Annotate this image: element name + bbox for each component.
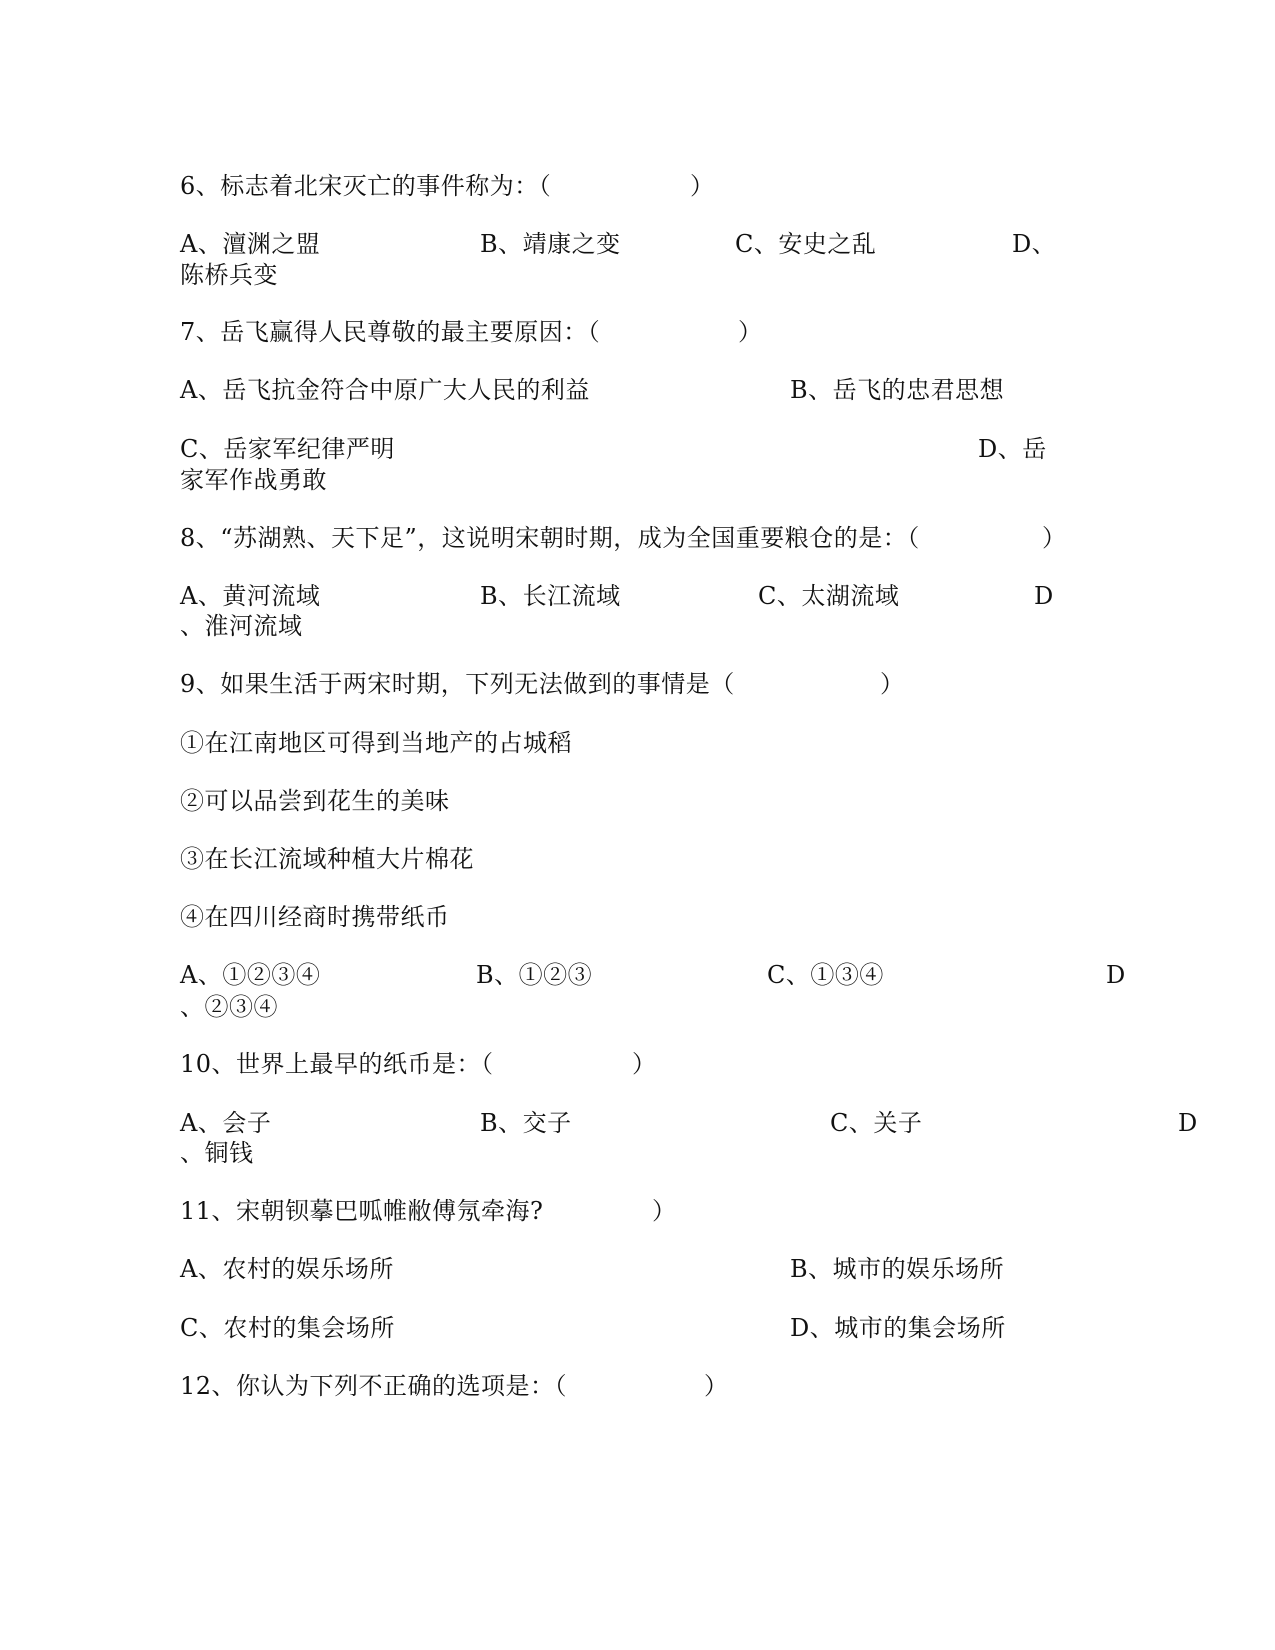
question-11-option-d: D、城市的集会场所 xyxy=(790,1314,1006,1342)
question-9-option-d-wrap: 、②③④ xyxy=(180,993,278,1021)
question-12-close-paren: ） xyxy=(704,1372,729,1400)
question-6-close-paren: ） xyxy=(690,172,715,200)
question-10-option-d-wrap: 、铜钱 xyxy=(180,1139,254,1167)
question-7-option-b: B、岳飞的忠君思想 xyxy=(790,376,1005,404)
question-7-option-c: C、岳家军纪律严明 xyxy=(180,435,395,463)
question-8-option-c: C、太湖流域 xyxy=(758,582,900,610)
question-6-option-c: C、安史之乱 xyxy=(735,230,877,258)
question-7-option-d-wrap: 家军作战勇敢 xyxy=(180,466,327,494)
question-10-option-d: D xyxy=(1178,1109,1198,1137)
question-11-option-a: A、农村的娱乐场所 xyxy=(180,1255,394,1283)
question-9-item-4: ④在四川经商时携带纸币 xyxy=(180,903,450,931)
question-7-option-d: D、岳 xyxy=(978,435,1047,463)
question-8-option-b: B、长江流域 xyxy=(480,582,621,610)
question-9-stem: 9、如果生活于两宋时期，下列无法做到的事情是（ xyxy=(180,670,735,698)
question-9-option-a: A、①②③④ xyxy=(180,961,321,989)
question-8-option-d-wrap: 、淮河流域 xyxy=(180,612,303,640)
question-9-item-3: ③在长江流域种植大片棉花 xyxy=(180,845,474,873)
question-8-close-paren: ） xyxy=(1042,524,1067,552)
question-9-option-d: D xyxy=(1106,961,1126,989)
question-6-option-d: D、 xyxy=(1012,230,1057,258)
question-6-stem: 6、标志着北宋灭亡的事件称为：（ xyxy=(180,172,552,200)
question-11-option-c: C、农村的集会场所 xyxy=(180,1314,395,1342)
question-9-item-2: ②可以品尝到花生的美味 xyxy=(180,787,450,815)
question-7-option-a: A、岳飞抗金符合中原广大人民的利益 xyxy=(180,376,590,404)
question-11-stem: 11、宋朝钡摹巴呱帷敝傅氖牵海? xyxy=(180,1197,544,1225)
question-10-close-paren: ） xyxy=(632,1050,657,1078)
question-6-option-d-wrap: 陈桥兵变 xyxy=(180,261,278,289)
question-6-option-a: A、澶渊之盟 xyxy=(180,230,321,258)
question-10-option-b: B、交子 xyxy=(480,1109,572,1137)
question-9-option-b: B、①②③ xyxy=(476,961,593,989)
question-10-option-a: A、会子 xyxy=(180,1109,272,1137)
question-8-option-d: D xyxy=(1034,582,1054,610)
question-11-option-b: B、城市的娱乐场所 xyxy=(790,1255,1005,1283)
question-9-option-c: C、①③④ xyxy=(767,961,884,989)
question-7-stem: 7、岳飞赢得人民尊敬的最主要原因：（ xyxy=(180,318,601,346)
question-8-option-a: A、黄河流域 xyxy=(180,582,321,610)
question-10-stem: 10、世界上最早的纸币是：（ xyxy=(180,1050,494,1078)
question-9-item-1: ①在江南地区可得到当地产的占城稻 xyxy=(180,729,572,757)
question-9-close-paren: ） xyxy=(880,670,905,698)
question-11-close-paren: ） xyxy=(652,1197,677,1225)
question-7-close-paren: ） xyxy=(738,318,763,346)
question-12-stem: 12、你认为下列不正确的选项是：（ xyxy=(180,1372,568,1400)
question-10-option-c: C、关子 xyxy=(830,1109,923,1137)
question-8-stem: 8、“苏湖熟、天下足”，这说明宋朝时期，成为全国重要粮仓的是：（ xyxy=(180,524,920,552)
question-6-option-b: B、靖康之变 xyxy=(480,230,621,258)
